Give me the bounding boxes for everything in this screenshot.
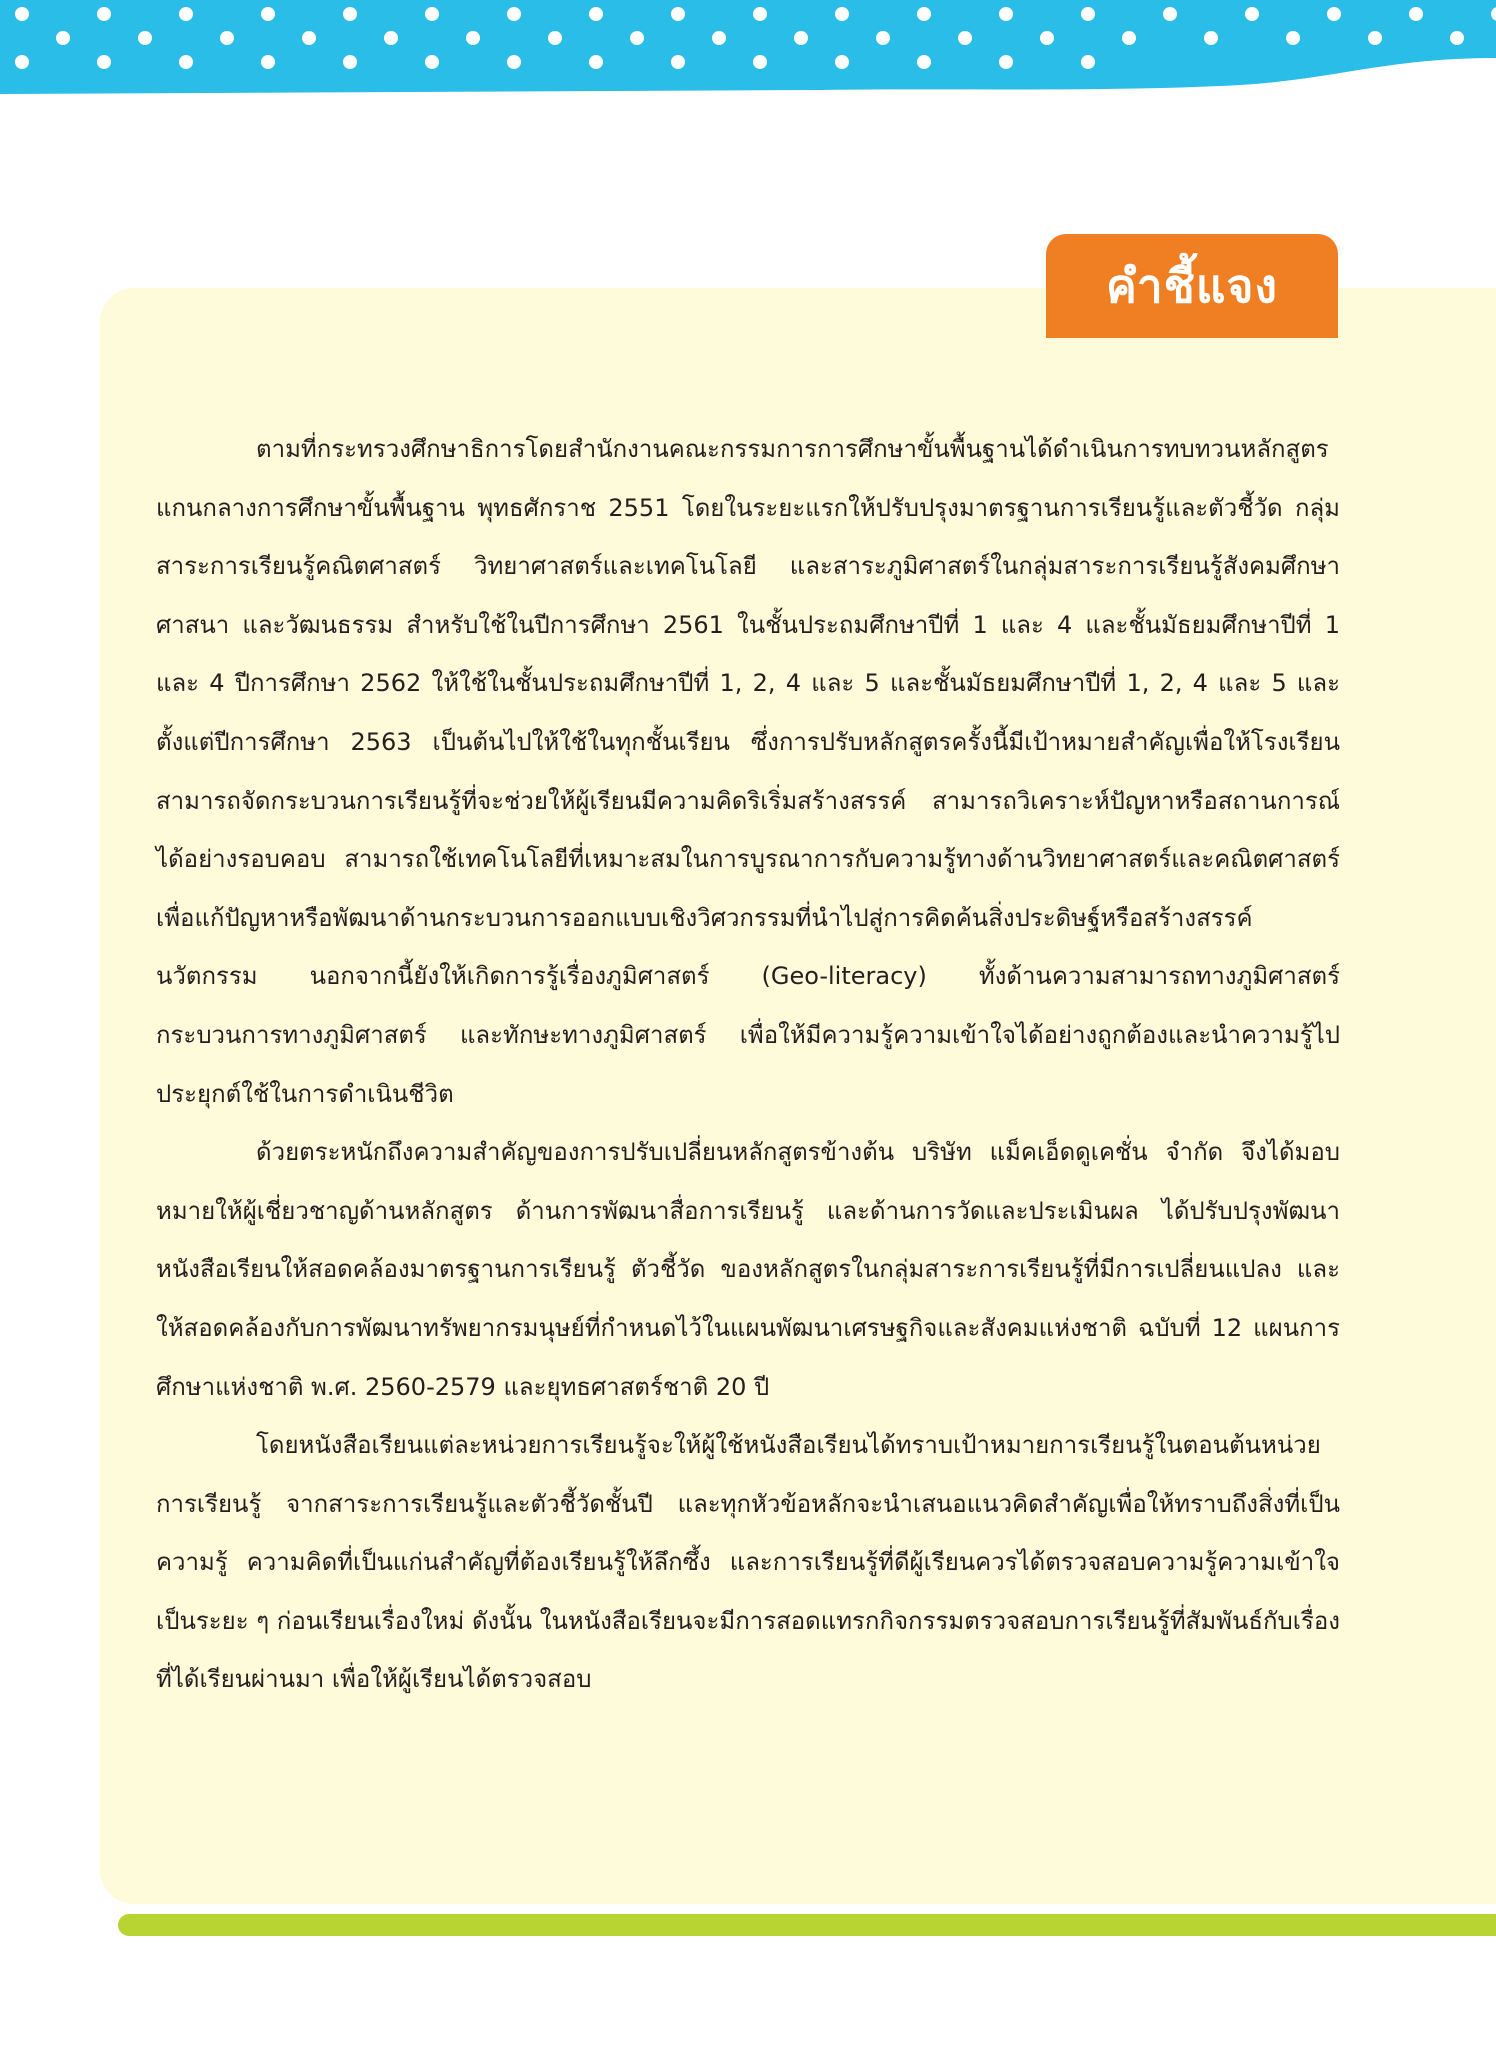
banner-dot [999,7,1013,21]
banner-dot [917,55,931,69]
banner-dot [179,55,193,69]
banner-dot [179,7,193,21]
banner-dot [384,31,398,45]
banner-dot [425,55,439,69]
body-text [156,420,1340,1709]
banner-dot [835,7,849,21]
title-tab [1046,234,1338,338]
paragraph: โดยหนังสือเรียนแต่ละหน่วยการเรียนรู้จะให้ผู้ใช้หนังสือเรียนได้ทราบเป้าหมายการเรียนรู้ในตอนต้นหน่วยการเรียนรู้ จากสาระการเรียนรู้และตัวชี้วัดชั้นปี และทุกหัวข้อหลักจะนำเสนอแนวคิดสำคัญเพื่อให้ทราบถึงสิ่งที่เป็นความรู้ ความคิดที่เป็นแก่นสำคัญที่ต้องเรียนรู้ให้ลึกซึ้ง และการเรียนรู้ที่ดีผู้เรียนควรได้ตรวจสอบความรู้ความเข้าใจเป็นระยะ ๆ ก่อนเรียนเรื่องใหม่ ดังนั้น ในหนังสือเรียนจะมีการสอดแทรกกิจกรรมตรวจสอบการเรียนรู้ที่สัมพันธ์กับเรื่องที่ได้เรียนผ่านมา เพื่อให้ผู้เรียนได้ตรวจสอบ [156,1431,1340,1694]
banner-dot [97,55,111,69]
banner-dot [1286,31,1300,45]
banner-dot [261,55,275,69]
banner-dot [343,7,357,21]
banner-dot [1081,7,1095,21]
panel-bottom-accent [118,1914,1496,1936]
banner-dot [671,7,685,21]
banner-dot [425,7,439,21]
banner-dot [302,31,316,45]
banner-dot [15,7,29,21]
banner-dot [753,7,767,21]
banner-dot [917,7,931,21]
banner-dot [712,31,726,45]
banner-dot [56,31,70,45]
banner-dot [958,31,972,45]
banner-dot [138,31,152,45]
page-title: คำชี้แจง [1106,258,1278,313]
banner-dot [1245,7,1259,21]
banner-dot [753,55,767,69]
banner-dot [794,31,808,45]
banner-dot [1368,31,1382,45]
banner-dot [220,31,234,45]
banner-dot [15,55,29,69]
banner-dot [343,55,357,69]
banner-dot [97,7,111,21]
banner-dot [1450,31,1464,45]
banner-dot [466,31,480,45]
banner-dot [630,31,644,45]
banner-dot [507,55,521,69]
banner-dot [835,55,849,69]
banner-dot [1409,7,1423,21]
banner-dot [671,55,685,69]
banner-dot [1081,55,1095,69]
banner-dot [589,7,603,21]
banner-dot [261,7,275,21]
banner-dot [589,55,603,69]
banner-dot [999,55,1013,69]
banner-dot [1163,7,1177,21]
banner-dot [1204,31,1218,45]
banner-dot [1327,7,1341,21]
banner-dot [507,7,521,21]
banner-dot [548,31,562,45]
paragraph: ตามที่กระทรวงศึกษาธิการโดยสำนักงานคณะกรรมการการศึกษาขั้นพื้นฐานได้ดำเนินการทบทวนหลักสูตรแกนกลางการศึกษาขั้นพื้นฐาน พุทธศักราช 2551 โดยในระยะแรกให้ปรับปรุงมาตรฐานการเรียนรู้และตัวชี้วัด กลุ่มสาระการเรียนรู้คณิตศาสตร์ วิทยาศาสตร์และเทคโนโลยี และสาระภูมิศาสตร์ในกลุ่มสาระการเรียนรู้สังคมศึกษา ศาสนา และวัฒนธรรม สำหรับใช้ในปีการศึกษา 2561 ในชั้นประถมศึกษาปีที่ 1 และ 4 และชั้นมัธยมศึกษาปีที่ 1 และ 4 ปีการศึกษา 2562 ให้ใช้ในชั้นประถมศึกษาปีที่ 1, 2, 4 และ 5 และชั้นมัธยมศึกษาปีที่ 1, 2, 4 และ 5 และตั้งแต่ปีการศึกษา 2563 เป็นต้นไปให้ใช้ในทุกชั้นเรียน ซึ่งการปรับหลักสูตรครั้งนี้มีเป้าหมายสำคัญเพื่อให้โรงเรียนสามารถจัดกระบวนการเรียนรู้ที่จะช่วยให้ผู้เรียนมีความคิดริเริ่มสร้างสรรค์ สามารถวิเคราะห์ปัญหาหรือสถานการณ์ได้อย่างรอบคอบ สามารถใช้เทคโนโลยีที่เหมาะสมในการบูรณาการกับความรู้ทางด้านวิทยาศาสตร์และคณิตศาสตร์ เพื่อแก้ปัญหาหรือพัฒนาด้านกระบวนการออกแบบเชิงวิศวกรรมที่นำไปสู่การคิดค้นสิ่งประดิษฐ์หรือสร้างสรรค์นวัตกรรม นอกจากนี้ยังให้เกิดการรู้เรื่องภูมิศาสตร์ (Geo-literacy) ทั้งด้านความสามารถทางภูมิศาสตร์ กระบวนการทางภูมิศาสตร์ และทักษะทางภูมิศาสตร์ เพื่อให้มีความรู้ความเข้าใจได้อย่างถูกต้องและนำความรู้ไปประยุกต์ใช้ในการดำเนินชีวิต [156,435,1340,1108]
banner-dot [876,31,890,45]
paragraph: ด้วยตระหนักถึงความสำคัญของการปรับเปลี่ยนหลักสูตรข้างต้น บริษัท แม็คเอ็ดดูเคชั่น จำกัด จึงได้มอบหมายให้ผู้เชี่ยวชาญด้านหลักสูตร ด้านการพัฒนาสื่อการเรียนรู้ และด้านการวัดและประเมินผล ได้ปรับปรุงพัฒนาหนังสือเรียนให้สอดคล้องมาตรฐานการเรียนรู้ ตัวชี้วัด ของหลักสูตรในกลุ่มสาระการเรียนรู้ที่มีการเปลี่ยนแปลง และให้สอดคล้องกับการพัฒนาทรัพยากรมนุษย์ที่กำหนดไว้ในแผนพัฒนาเศรษฐกิจและสังคมแห่งชาติ ฉบับที่ 12 แผนการศึกษาแห่งชาติ พ.ศ. 2560-2579 และยุทธศาสตร์ชาติ 20 ปี [156,1138,1340,1401]
banner-dot [1122,31,1136,45]
top-dotted-banner [0,0,1496,110]
banner-dot [1040,31,1054,45]
